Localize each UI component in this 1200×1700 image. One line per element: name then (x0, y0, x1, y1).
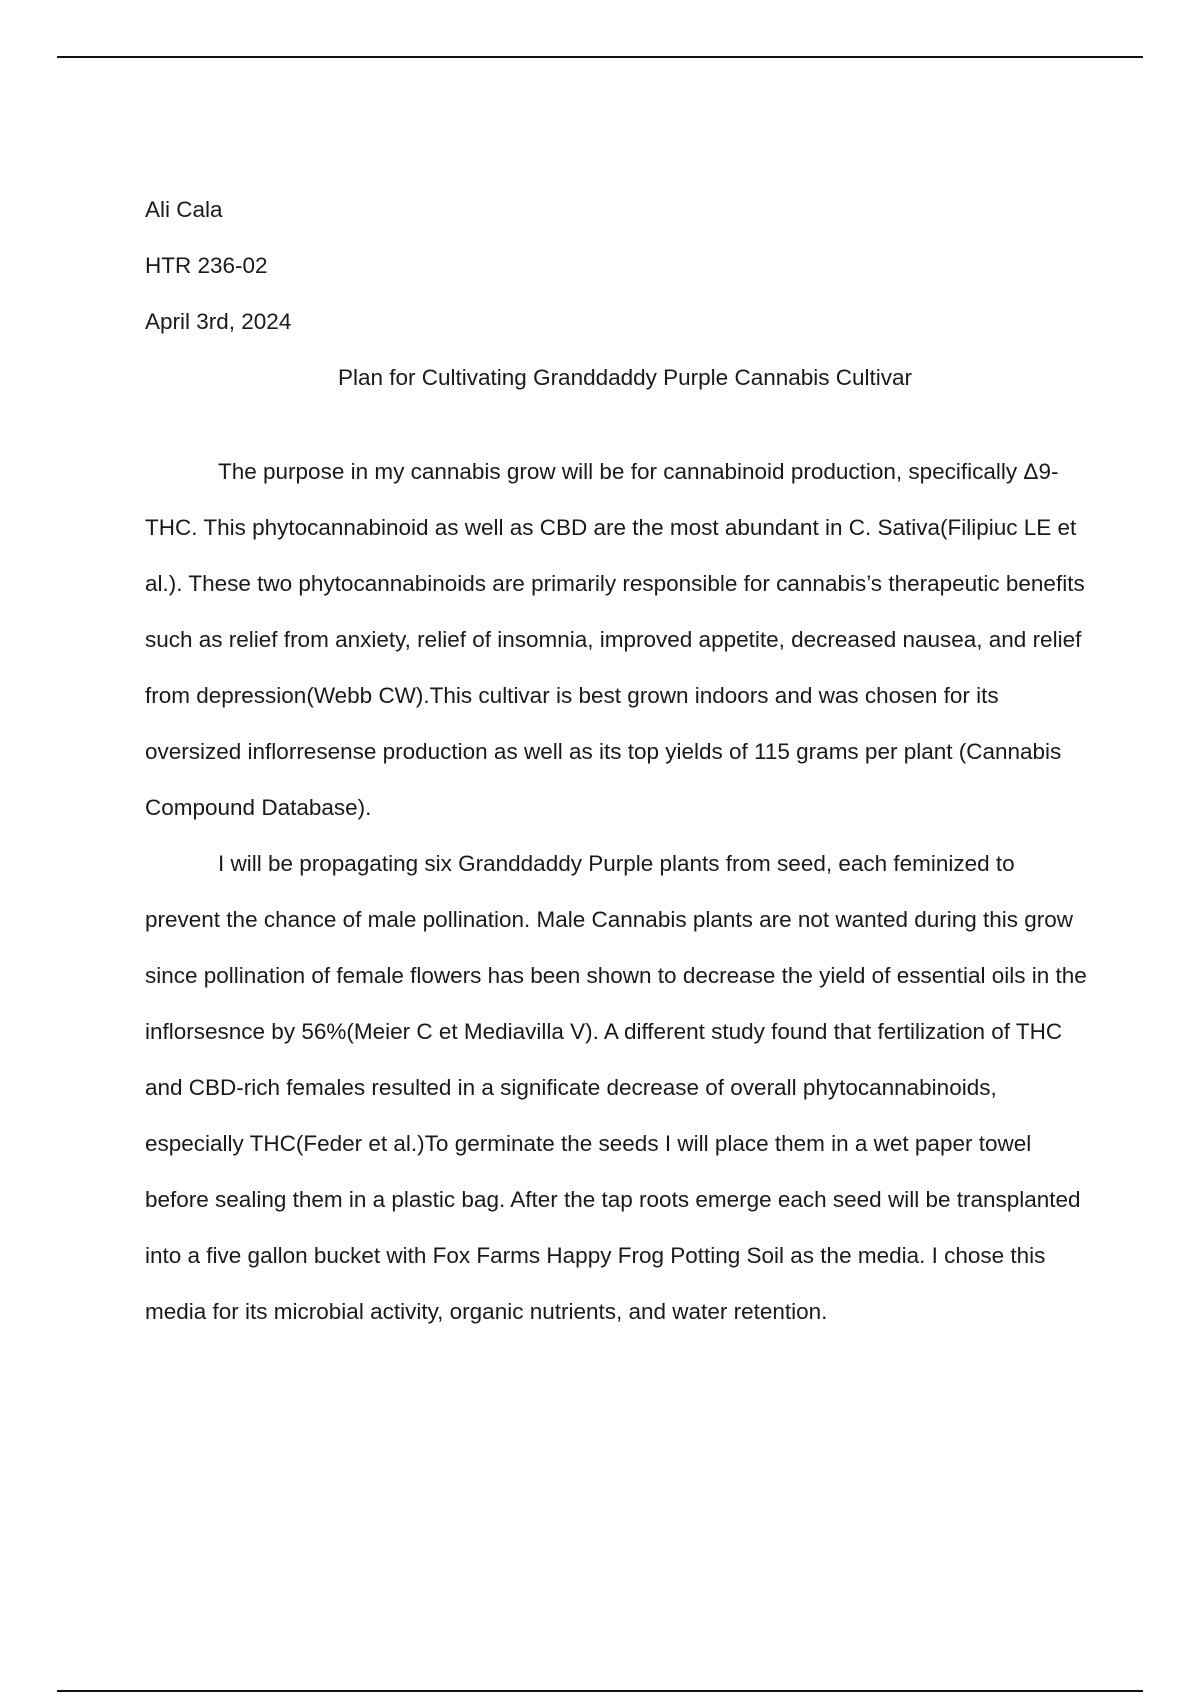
author-name: Ali Cala (145, 197, 223, 222)
body-paragraph-2: I will be propagating six Granddaddy Purple plants from seed, each feminized to prevent the chance of male pollination. Male Cannabis plants are not wanted during this grow since pollination of female flowers has been shown to decrease the yield of essential oils in the inflorsesnce by 56%(Meier C et Mediavilla V). A different study found that fertilization of THC and CBD-rich females resulted in a significate decrease of overall phytocannabinoids, especially THC(Feder et al.)To germinate the seeds I will place them in a wet paper towel before sealing them in a plastic bag. After the tap roots emerge each seed will be transplanted into a five gallon bucket with Fox Farms Happy Frog Potting Soil as the media. I chose this media for its microbial activity, organic nutrients, and water retention. (145, 851, 1087, 1324)
document-page (145, 196, 1095, 1340)
course-code: HTR 236-02 (145, 253, 268, 278)
top-rule (57, 56, 1143, 58)
document-title: Plan for Cultivating Granddaddy Purple Cannabis Cultivar (337, 365, 913, 390)
document-date: April 3rd, 2024 (145, 309, 292, 334)
body-paragraph-1: The purpose in my cannabis grow will be for cannabinoid production, specifically Δ9-THC. This phytocannabinoid as well as CBD are the most abundant in C. Sativa(Filipiuc LE et al.). These two phytocannabinoids are primarily responsible for cannabis’s therapeutic benefits such as relief from anxiety, relief of insomnia, improved appetite, decreased nausea, and relief from depression(Webb CW).This cultivar is best grown indoors and was chosen for its oversized inflorresense production as well as its top yields of 115 grams per plant (Cannabis Compound Database). (145, 459, 1085, 820)
bottom-rule (57, 1690, 1143, 1692)
